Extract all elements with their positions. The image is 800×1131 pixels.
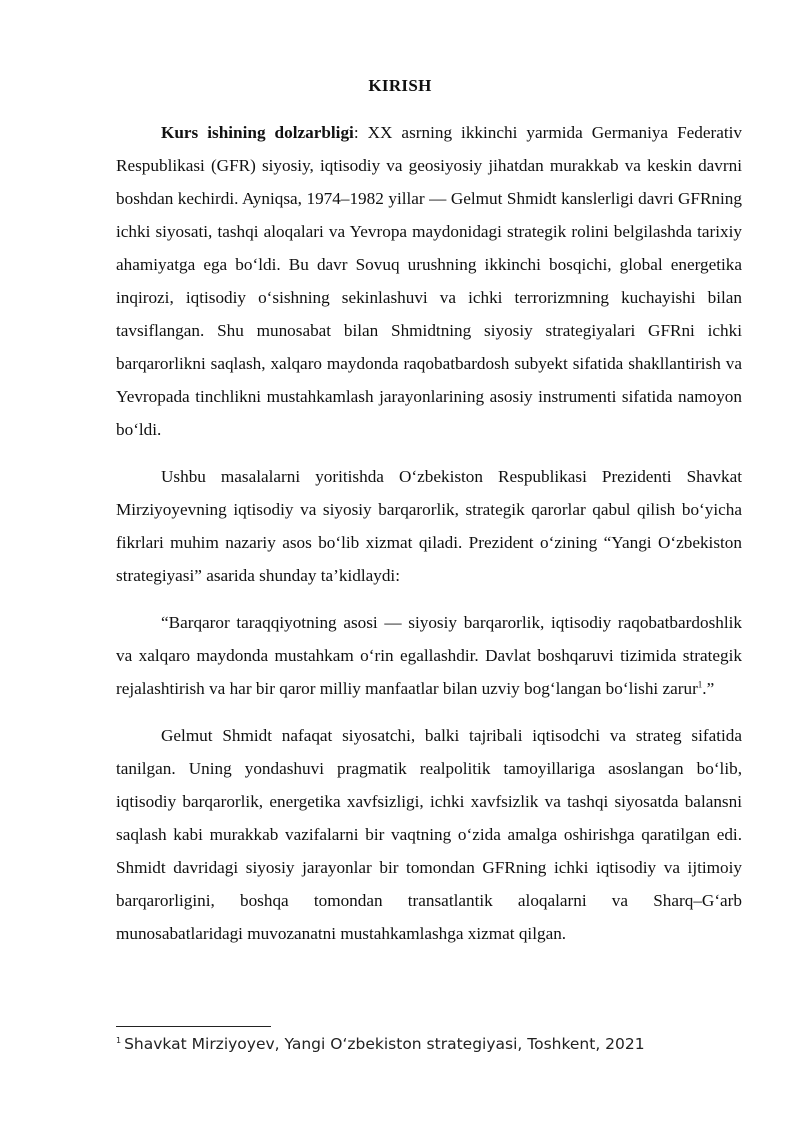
quote-end: .” [702,679,715,698]
relevance-heading: Kurs ishining dolzarbligi [161,123,354,142]
footnote-separator [116,1026,271,1027]
paragraph-schmidt: Gelmut Shmidt nafaqat siyosatchi, balki tajribali iqtisodchi va strateg sifatida tanilgan. Uning yondashuvi pragmatik realpolitik tamoyillariga asoslangan bo‘lib, iqtisodiy barqarorlik, energetika xavfsizligi, ichki xavfsizlik va tashqi siyosatda balansni saqlash kabi murakkab vazifalarni bir vaqtning o‘zida amalga oshirishga qaratilgan edi. Shmidt davridagi siyosiy jarayonlar bir tomondan GFRning ichki iqtisodiy va ijtimoiy barqarorligini, boshqa tomondan transatlantik aloqalarni va Sharq–G‘arb munosabatlaridagi muvozanatni mustahkamlashga xizmat qilgan. [116,726,742,943]
paragraph-relevance [116,116,742,446]
footnote-mark: 1 [116,1035,122,1045]
footnote [116,1032,756,1056]
body-text [116,116,742,964]
quote-text: “Barqaror taraqqiyotning asosi — siyosiy barqarorlik, iqtisodiy raqobatbardoshlik va xalqaro maydonda mustahkam o‘rin egallashdir. Davlat boshqaruvi tizimida strategik rejalashtirish va har bir qaror milliy manfaatlar bilan uzviy bog‘langan bo‘lishi zarur [116,613,742,698]
paragraph-quote [116,606,742,705]
page-title: KIRISH [368,76,432,95]
paragraph-president: Ushbu masalalarni yoritishda O‘zbekiston Respublikasi Prezidenti Shavkat Mirziyoyevning iqtisodiy va siyosiy barqarorlik, strategik qarorlar qabul qilish bo‘yicha fikrlari muhim nazariy asos bo‘lib xizmat qiladi. Prezident o‘zining “Yangi O‘zbekiston strategiyasi” asarida shunday ta’kidlaydi: [116,467,742,585]
footnote-text: Shavkat Mirziyoyev, Yangi O‘zbekiston strategiyasi, Toshkent, 2021 [124,1035,645,1053]
relevance-text: : XX asrning ikkinchi yarmida Germaniya Federativ Respublikasi (GFR) siyosiy, iqtisodiy va geosiyosiy jihatdan murakkab va keskin davrni boshdan kechirdi. Ayniqsa, 1974–1982 yillar — Gelmut Shmidt kanslerligi davri GFRning ichki siyosati, tashqi aloqalari va Yevropa maydonidagi strategik rolini belgilashda tarixiy ahamiyatga ega bo‘ldi. Bu davr Sovuq urushning ikkinchi bosqichi, global energetika inqirozi, iqtisodiy o‘sishning sekinlashuvi va ichki terrorizmning kuchayishi bilan tavsiflangan. Shu munosabat bilan Shmidtning siyosiy strategiyalari GFRni ichki barqarorlikni saqlash, xalqaro maydonda raqobatbardosh subyekt sifatida shakllantirish va Yevropada tinchlikni mustahkamlash jarayonlarining asosiy instrumenti sifatida namoyon bo‘ldi. [116,123,742,439]
footnote-reference[interactable]: 1 [697,679,703,690]
